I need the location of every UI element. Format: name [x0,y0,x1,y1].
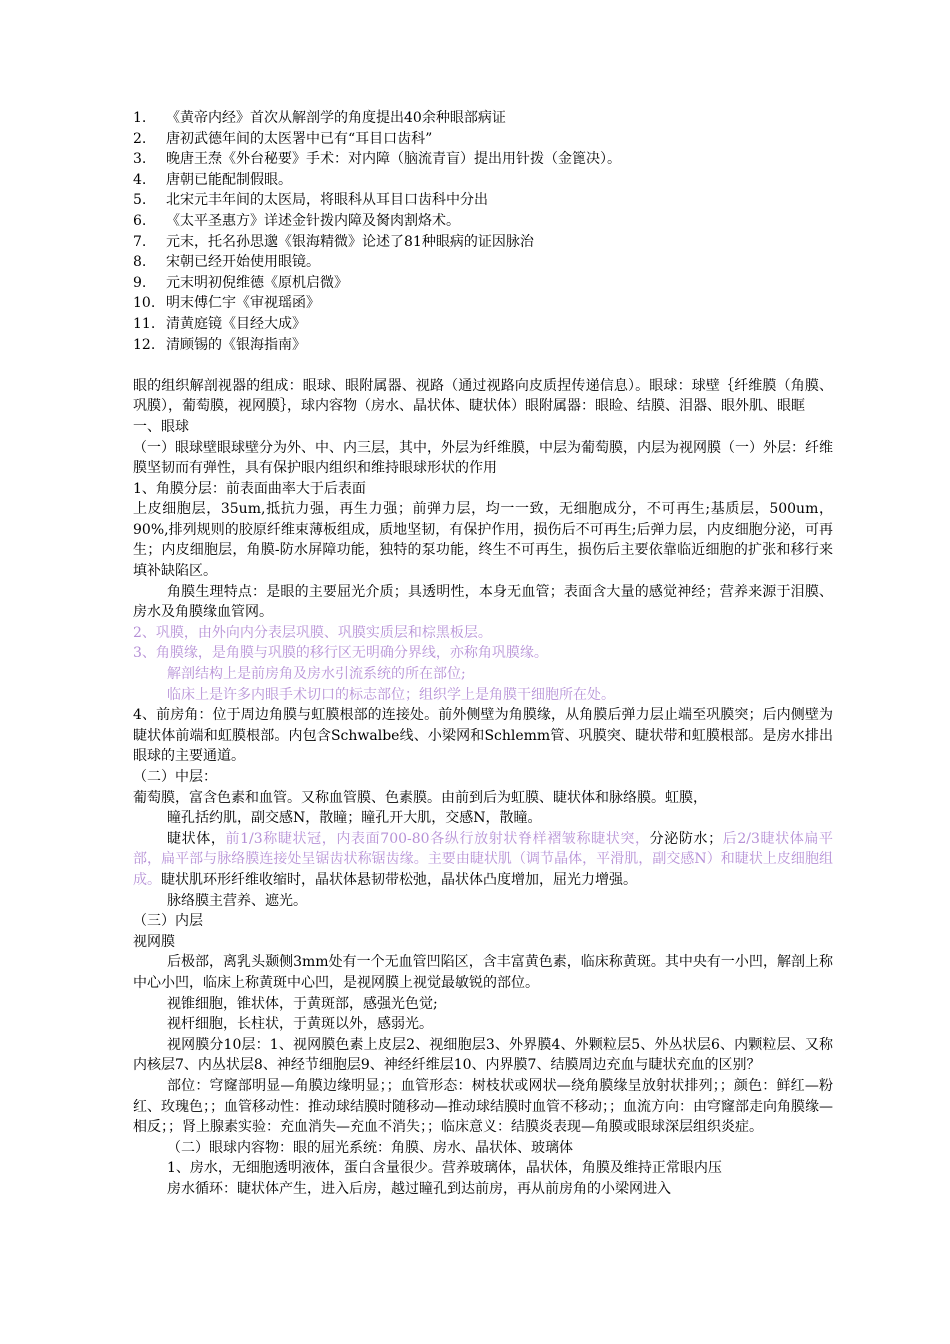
section-heading-eyeball: 一、眼球 [133,418,189,435]
list-item: 2. 唐初武德年间的太医署中已有“耳目口齿科” [133,130,433,147]
list-item: 8. 宋朝已经开始使用眼镜。 [133,254,320,271]
list-item: 5. 北宋元丰年间的太医局，将眼科从耳目口齿科中分出 [133,192,488,209]
aqueous-paragraph: 1、房水，无细胞透明液体，蛋白含量很少。营养玻璃体，晶状体，角膜及维持正常眼内压 [167,1160,722,1177]
cone-line: 视锥细胞，锥状体，于黄斑部，感强光色觉; [167,995,438,1012]
section-heading-middle: （二）中层： [133,769,217,785]
intro-paragraph: 眼的组织解剖视器的组成：眼球、眼附属器、视路（通过视路向皮质捏传递信息）。眼球：球壁｛纤维膜（角膜、巩膜），葡萄膜，视网膜｝，球内容物（房水、晶状体、睫状体）眼附属器：眼睑、结膜、泪器、眼外肌、眼眶 [133,377,833,415]
anterior-angle-paragraph: 4、前房角：位于周边角膜与虹膜根部的连接处。前外侧壁为角膜缘，从角膜后弹力层止端至巩膜突；后内侧壁为睫状体前端和虹膜根部。内包含Schwalbe线、小梁网和Schlemm管、巩膜突、睫状带和虹膜根部。是房水排出眼球的主要通道。 [133,707,833,765]
document-page [133,108,833,1199]
congestion-paragraph: 部位：穹窿部明显—角膜边缘明显；；血管形态：树枝状或网状—绕角膜缘呈放射状排列；；颜色：鲜红—粉红、玫瑰色；；血管移动性：推动球结膜时随移动—推动球结膜时血管不移动；；血流方向：由穹窿部走向角膜缘—相反；；肾上腺素实验：充血消失—充血不消失；；临床意义：结膜炎表现—角膜或眼球深层组织炎症。 [133,1077,833,1136]
limbus-paragraph: 3、角膜缘，是角膜与巩膜的移行区无明确分界线，亦称角巩膜缘。 [133,645,548,662]
iris-line: 瞳孔括约肌，副交感N，散瞳；瞳孔开大肌，交感N，散瞳。 [167,810,542,827]
limbus-clinical-line: 临床上是许多内眼手术切口的标志部位；组织学上是角膜干细胞所在处。 [167,686,615,703]
spacer [133,355,833,376]
list-item: 3. 晚唐王焘《外台秘要》手术：对内障（脑流青盲）提出用针拨（金篦决）。 [133,151,621,168]
cornea-physiology-paragraph: 角膜生理特点：是眼的主要屈光介质；具透明性，本身无血管；表面含大量的感觉神经；营养来源于泪膜、房水及角膜缘血管网。 [133,583,833,621]
list-item: 11. 清黄庭镜《目经大成》 [133,315,306,332]
limbus-anatomy-line: 解剖结构上是前房角及房水引流系统的所在部位; [167,666,466,683]
ciliary-text-e: 睫状肌环形纤维收缩时，晶状体悬韧带松弛，晶状体凸度增加，屈光力增强。 [161,871,637,888]
cornea-title: 1、角膜分层：前表面曲率大于后表面 [133,480,366,497]
eye-contents-line: （二）眼球内容物：眼的屈光系统：角膜、房水、晶状体、玻璃体 [167,1139,573,1156]
list-item: 12. 清顾锡的《银海指南》 [133,336,306,353]
ciliary-text-c: 分泌防水； [649,830,723,847]
list-item: 7. 元末，托名孙思邈《银海精微》论述了81种眼病的证因脉治 [133,233,534,250]
macula-paragraph: 后极部，离乳头颞侧3mm处有一个无血管凹陷区，含丰富黄色素，临床称黄斑。其中央有一小凹，解剖上称中心小凹，临床上称黄斑中心凹，是视网膜上视觉最敏锐的部位。 [133,954,833,991]
ciliary-text-a: 睫状体， [167,830,226,847]
circulation-paragraph: 房水循环：睫状体产生，进入后房，越过瞳孔到达前房，再从前房角的小梁网进入 [167,1180,671,1197]
cornea-layers-paragraph: 上皮细胞层，35um,抵抗力强，再生力强；前弹力层，均一一致，无细胞成分，不可再生;基质层，500um，90%,排列规则的胶原纤维束薄板组成，质地坚韧，有保护作用，损伤后不可再生;后弹力层，内皮细胞分泌，可再生；内皮细胞层，角膜-防水屏障功能，独特的泵功能，终生不可再生，损伤后主要依靠临近细胞的扩张和移行来填补缺陷区。 [133,501,833,580]
uvea-paragraph: 葡萄膜，富含色素和血管。又称血管膜、色素膜。由前到后为虹膜、睫状体和脉络膜。虹膜， [133,789,707,806]
list-item: 4. 唐朝已能配制假眼。 [133,171,292,188]
list-item: 10. 明末傅仁宇《审视瑶函》 [133,295,320,312]
retina-heading: 视网膜 [133,933,175,950]
choroid-line: 脉络膜主营养、遮光。 [167,892,307,909]
history-list [133,108,833,355]
ciliary-body-paragraph [133,829,833,891]
eyeball-wall-paragraph: （一）眼球壁眼球壁分为外、中、内三层，其中，外层为纤维膜，中层为葡萄膜，内层为视网膜（一）外层：纤维膜坚韧而有弹性，具有保护眼内组织和维持眼球形状的作用 [133,439,833,477]
list-item: 6. 《太平圣惠方》详述金针拨内障及胬肉割烙术。 [133,212,460,229]
ciliary-text-d: 后2/3睫状体扁平部，扁平部与脉络膜连接处呈锯齿状称锯齿缘。主要由睫状肌（调节晶体，平滑肌，副交感N）和睫状上皮细胞组成。 [133,830,834,888]
list-item: 9. 元末明初倪维德《原机启微》 [133,274,348,291]
section-heading-inner: （三）内层 [133,913,203,930]
rod-line: 视杆细胞，长柱状，于黄斑以外，感弱光。 [167,1016,433,1033]
ciliary-text-b: 前1/3称睫状冠，内表面700-80各纵行放射状脊样褶皱称睫状突， [225,830,650,847]
list-item: 1. 《黄帝内经》首次从解剖学的角度提出40余种眼部病证 [133,110,506,126]
retina-layers-paragraph: 视网膜分10层：1、视网膜色素上皮层2、视细胞层3、外界膜4、外颗粒层5、外丛状层6、内颗粒层、又称内核层7、内丛状层8、神经节细胞层9、神经纤维层10、内界膜7、结膜周边充血与睫状充血的区别？ [133,1036,833,1074]
sclera-paragraph: 2、巩膜，由外向内分表层巩膜、巩膜实质层和棕黑板层。 [133,624,492,641]
